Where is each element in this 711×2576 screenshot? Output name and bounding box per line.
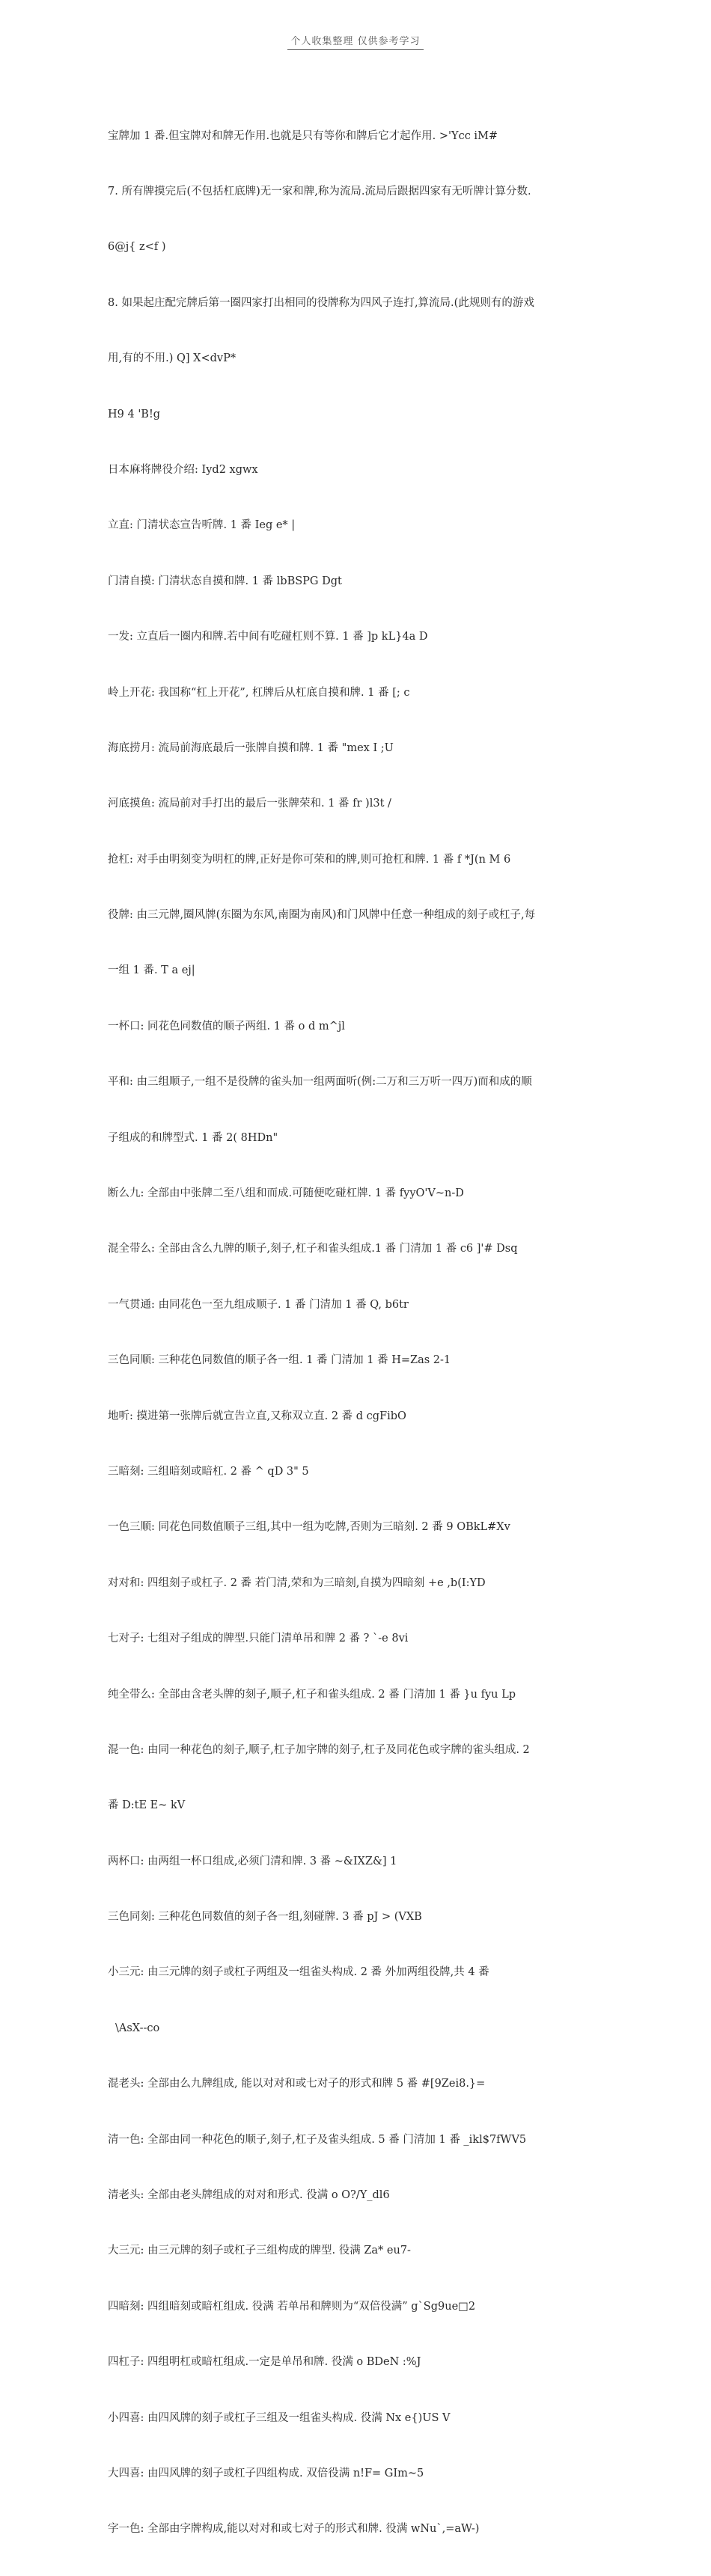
text-line: 字一色: 全部由字牌构成,能以对对和或七对子的形式和牌. 役满 wNu`,=aW-): [108, 2523, 480, 2536]
text-line: 6@j{ z<f ): [108, 241, 166, 254]
text-line: 四暗刻: 四组暗刻或暗杠组成. 役满 若单吊和牌则为“双倍役满” g`Sg9ue□2: [108, 2300, 476, 2313]
text-line: 四杠子: 四组明杠或暗杠组成.一定是单吊和牌. 役满 o BDeN :%J: [108, 2356, 421, 2369]
text-line: 一气贯通: 由同花色一至九组成顺子. 1 番 门清加 1 番 Q, b6tr: [108, 1298, 409, 1311]
text-line: 海底捞月: 流局前海底最后一张牌自摸和牌. 1 番 "mex I ;U: [108, 741, 394, 754]
text-line: 两杯口: 由两组一杯口组成,必须门清和牌. 3 番 ~&IXZ&] 1: [108, 1855, 397, 1867]
text-line: 子组成的和牌型式. 1 番 2( 8HDn": [108, 1131, 278, 1144]
text-line: 小三元: 由三元牌的刻子或杠子两组及一组雀头构成. 2 番 外加两组役牌,共 4 番: [108, 1966, 489, 1979]
text-line: 用,有的不用.) Q] X<dvP*: [108, 352, 237, 365]
text-line: 役牌: 由三元牌,圈风牌(东圈为东风,南圈为南风)和门风牌中任意一种组成的刻子或杠子,每: [108, 909, 536, 922]
text-line: 一组 1 番. T a ej|: [108, 964, 195, 977]
text-line: 一杯口: 同花色同数值的顺子两组. 1 番 o d m^jl: [108, 1020, 345, 1032]
text-line: 三色同刻: 三种花色同数值的刻子各一组,刻碰牌. 3 番 pJ > (VXB: [108, 1911, 422, 1924]
text-line: 纯全带么: 全部由含老头牌的刻子,顺子,杠子和雀头组成. 2 番 门清加 1 番 }u fyu Lp: [108, 1688, 516, 1701]
text-line: 大三元: 由三元牌的刻子或杠子三组构成的牌型. 役满 Za* eu7-: [108, 2245, 411, 2257]
text-line: 日本麻将牌役介绍: Iyd2 xgwx: [108, 463, 258, 476]
text-line: 宝牌加 1 番.但宝牌对和牌无作用.也就是只有等你和牌后它才起作用. >'Ycc iM#: [108, 129, 498, 142]
text-line: 断么九: 全部由中张牌二至八组和而成.可随便吃碰杠牌. 1 番 fyyO'V~n-D: [108, 1187, 464, 1200]
text-line: 岭上开花: 我国称“杠上开花”, 杠牌后从杠底自摸和牌. 1 番 [; c: [108, 686, 410, 699]
text-line: 混全带么: 全部由含么九牌的顺子,刻子,杠子和雀头组成.1 番 门清加 1 番 c6 ]'# Dsq: [108, 1243, 518, 1255]
document-body: [108, 90, 606, 2576]
text-line: 清一色: 全部由同一种花色的顺子,刻子,杠子及雀头组成. 5 番 门清加 1 番 _ikl$7fWV5: [108, 2133, 527, 2146]
text-line: 平和: 由三组顺子,一组不是役牌的雀头加一组两面听(例:二万和三万听一四万)而和成的顺: [108, 1076, 532, 1089]
text-line: 小四喜: 由四风牌的刻子或杠子三组及一组雀头构成. 役满 Nx e{)US V: [108, 2411, 451, 2424]
text-line: H9 4 'B!g: [108, 408, 161, 420]
text-line: 河底摸鱼: 流局前对手打出的最后一张牌荣和. 1 番 fr )l3t /: [108, 798, 391, 810]
header-text: 个人收集整理 仅供参考学习: [287, 33, 423, 50]
page-header: [0, 33, 711, 50]
text-line: 番 D:tE E~ kV: [108, 1799, 186, 1812]
text-line: 8. 如果起庄配完牌后第一圈四家打出相同的役牌称为四风子连打,算流局.(此规则有的游戏: [108, 296, 534, 309]
text-line: 三色同顺: 三种花色同数值的顺子各一组. 1 番 门清加 1 番 H=Zas 2-1: [108, 1354, 451, 1367]
text-line: 对对和: 四组刻子或杠子. 2 番 若门清,荣和为三暗刻,自摸为四暗刻 +e ,b(I:YD: [108, 1576, 486, 1589]
text-line: 三暗刻: 三组暗刻或暗杠. 2 番 ^ qD 3" 5: [108, 1465, 309, 1478]
text-line: 一色三顺: 同花色同数值顺子三组,其中一组为吃牌,否则为三暗刻. 2 番 9 OBkL#Xv: [108, 1521, 510, 1534]
text-line: 混老头: 全部由么九牌组成, 能以对对和或七对子的形式和牌 5 番 #[9Zei8.}=: [108, 2078, 486, 2090]
text-line: 7. 所有牌摸完后(不包括杠底牌)无一家和牌,称为流局.流局后跟据四家有无听牌计算分数.: [108, 185, 531, 198]
text-line: 大四喜: 由四风牌的刻子或杠子四组构成. 双倍役满 n!F= GIm~5: [108, 2468, 424, 2479]
text-line: 立直: 门清状态宣告听牌. 1 番 Ieg e* |: [108, 519, 296, 532]
text-line: 抢杠: 对手由明刻变为明杠的牌,正好是你可荣和的牌,则可抢杠和牌. 1 番 f *J(n M 6: [108, 853, 511, 866]
text-line: \AsX--co: [115, 2022, 160, 2034]
text-line: 门清自摸: 门清状态自摸和牌. 1 番 lbBSPG Dgt: [108, 575, 342, 587]
text-line: 七对子: 七组对子组成的牌型.只能门清单吊和牌 2 番 ? `-e 8vi: [108, 1633, 409, 1645]
text-line: 混一色: 由同一种花色的刻子,顺子,杠子加字牌的刻子,杠子及同花色或字牌的雀头组成. 2: [108, 1743, 530, 1756]
text-line: 地听: 摸进第一张牌后就宣告立直,又称双立直. 2 番 d cgFibO: [108, 1410, 406, 1422]
text-line: 清老头: 全部由老头牌组成的对对和形式. 役满 o O?/Y_dl6: [108, 2189, 390, 2202]
text-line: 一发: 立直后一圈内和牌.若中间有吃碰杠则不算. 1 番 ]p kL}4a D: [108, 631, 428, 643]
